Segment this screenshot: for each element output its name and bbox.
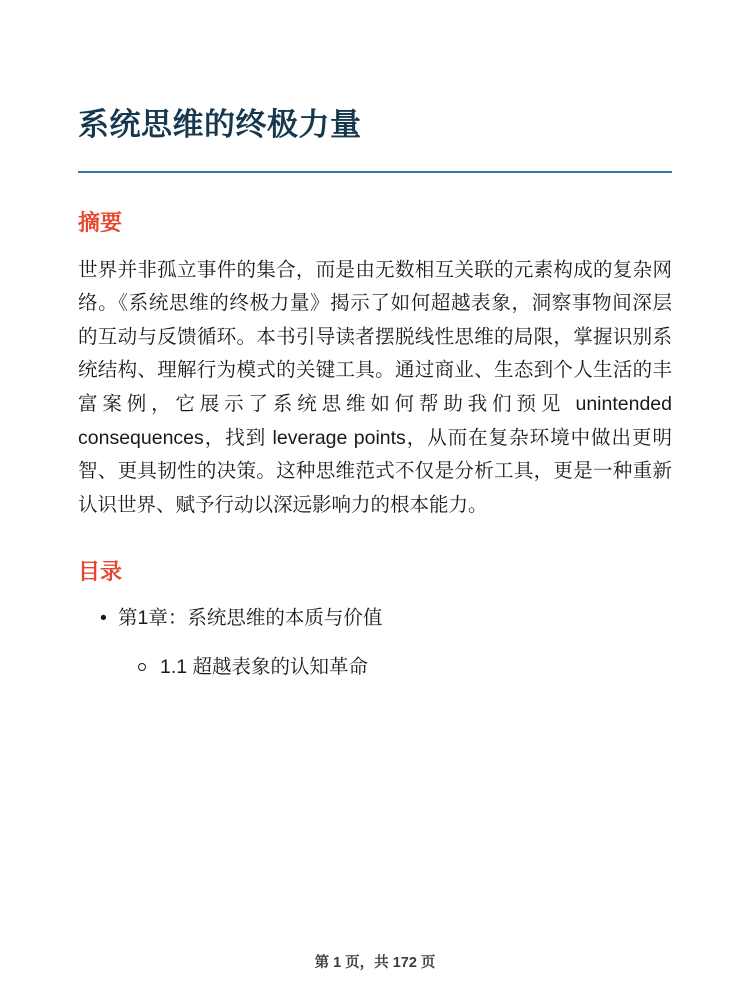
title-divider bbox=[78, 171, 672, 173]
page-title: 系统思维的终极力量 bbox=[78, 107, 362, 142]
toc-item-chapter-1[interactable] bbox=[78, 603, 672, 634]
page-footer: 第 1 页，共 172 页 bbox=[314, 955, 436, 971]
hollow-bullet-icon bbox=[138, 663, 146, 671]
toc-heading: 目录 bbox=[78, 559, 123, 585]
toc-item-label: 1.1 超越表象的认知革命 bbox=[160, 655, 369, 678]
bullet-icon: • bbox=[100, 606, 107, 629]
toc-item-section-1-1[interactable] bbox=[78, 652, 672, 683]
table-of-contents bbox=[78, 603, 672, 683]
toc-item-label: 第1章：系统思维的本质与价值 bbox=[118, 606, 383, 629]
abstract-heading: 摘要 bbox=[78, 210, 123, 236]
abstract-text: 世界并非孤立事件的集合，而是由无数相互关联的元素构成的复杂网络。《系统思维的终极力量》揭示了如何超越表象，洞察事物间深层的互动与反馈循环。本书引导读者摆脱线性思维的局限，掌握识别系统结构、理解行为模式的关键工具。通过商业、生态到个人生活的丰富案例，它展示了系统思维如何帮助我们预见 unintended consequences，找到 leverage points，从而在复杂环境中做出更明智、更具韧性的决策。这种思维范式不仅是分析工具，更是一种重新认识世界、赋予行动以深远影响力的根本能力。 bbox=[78, 258, 672, 516]
